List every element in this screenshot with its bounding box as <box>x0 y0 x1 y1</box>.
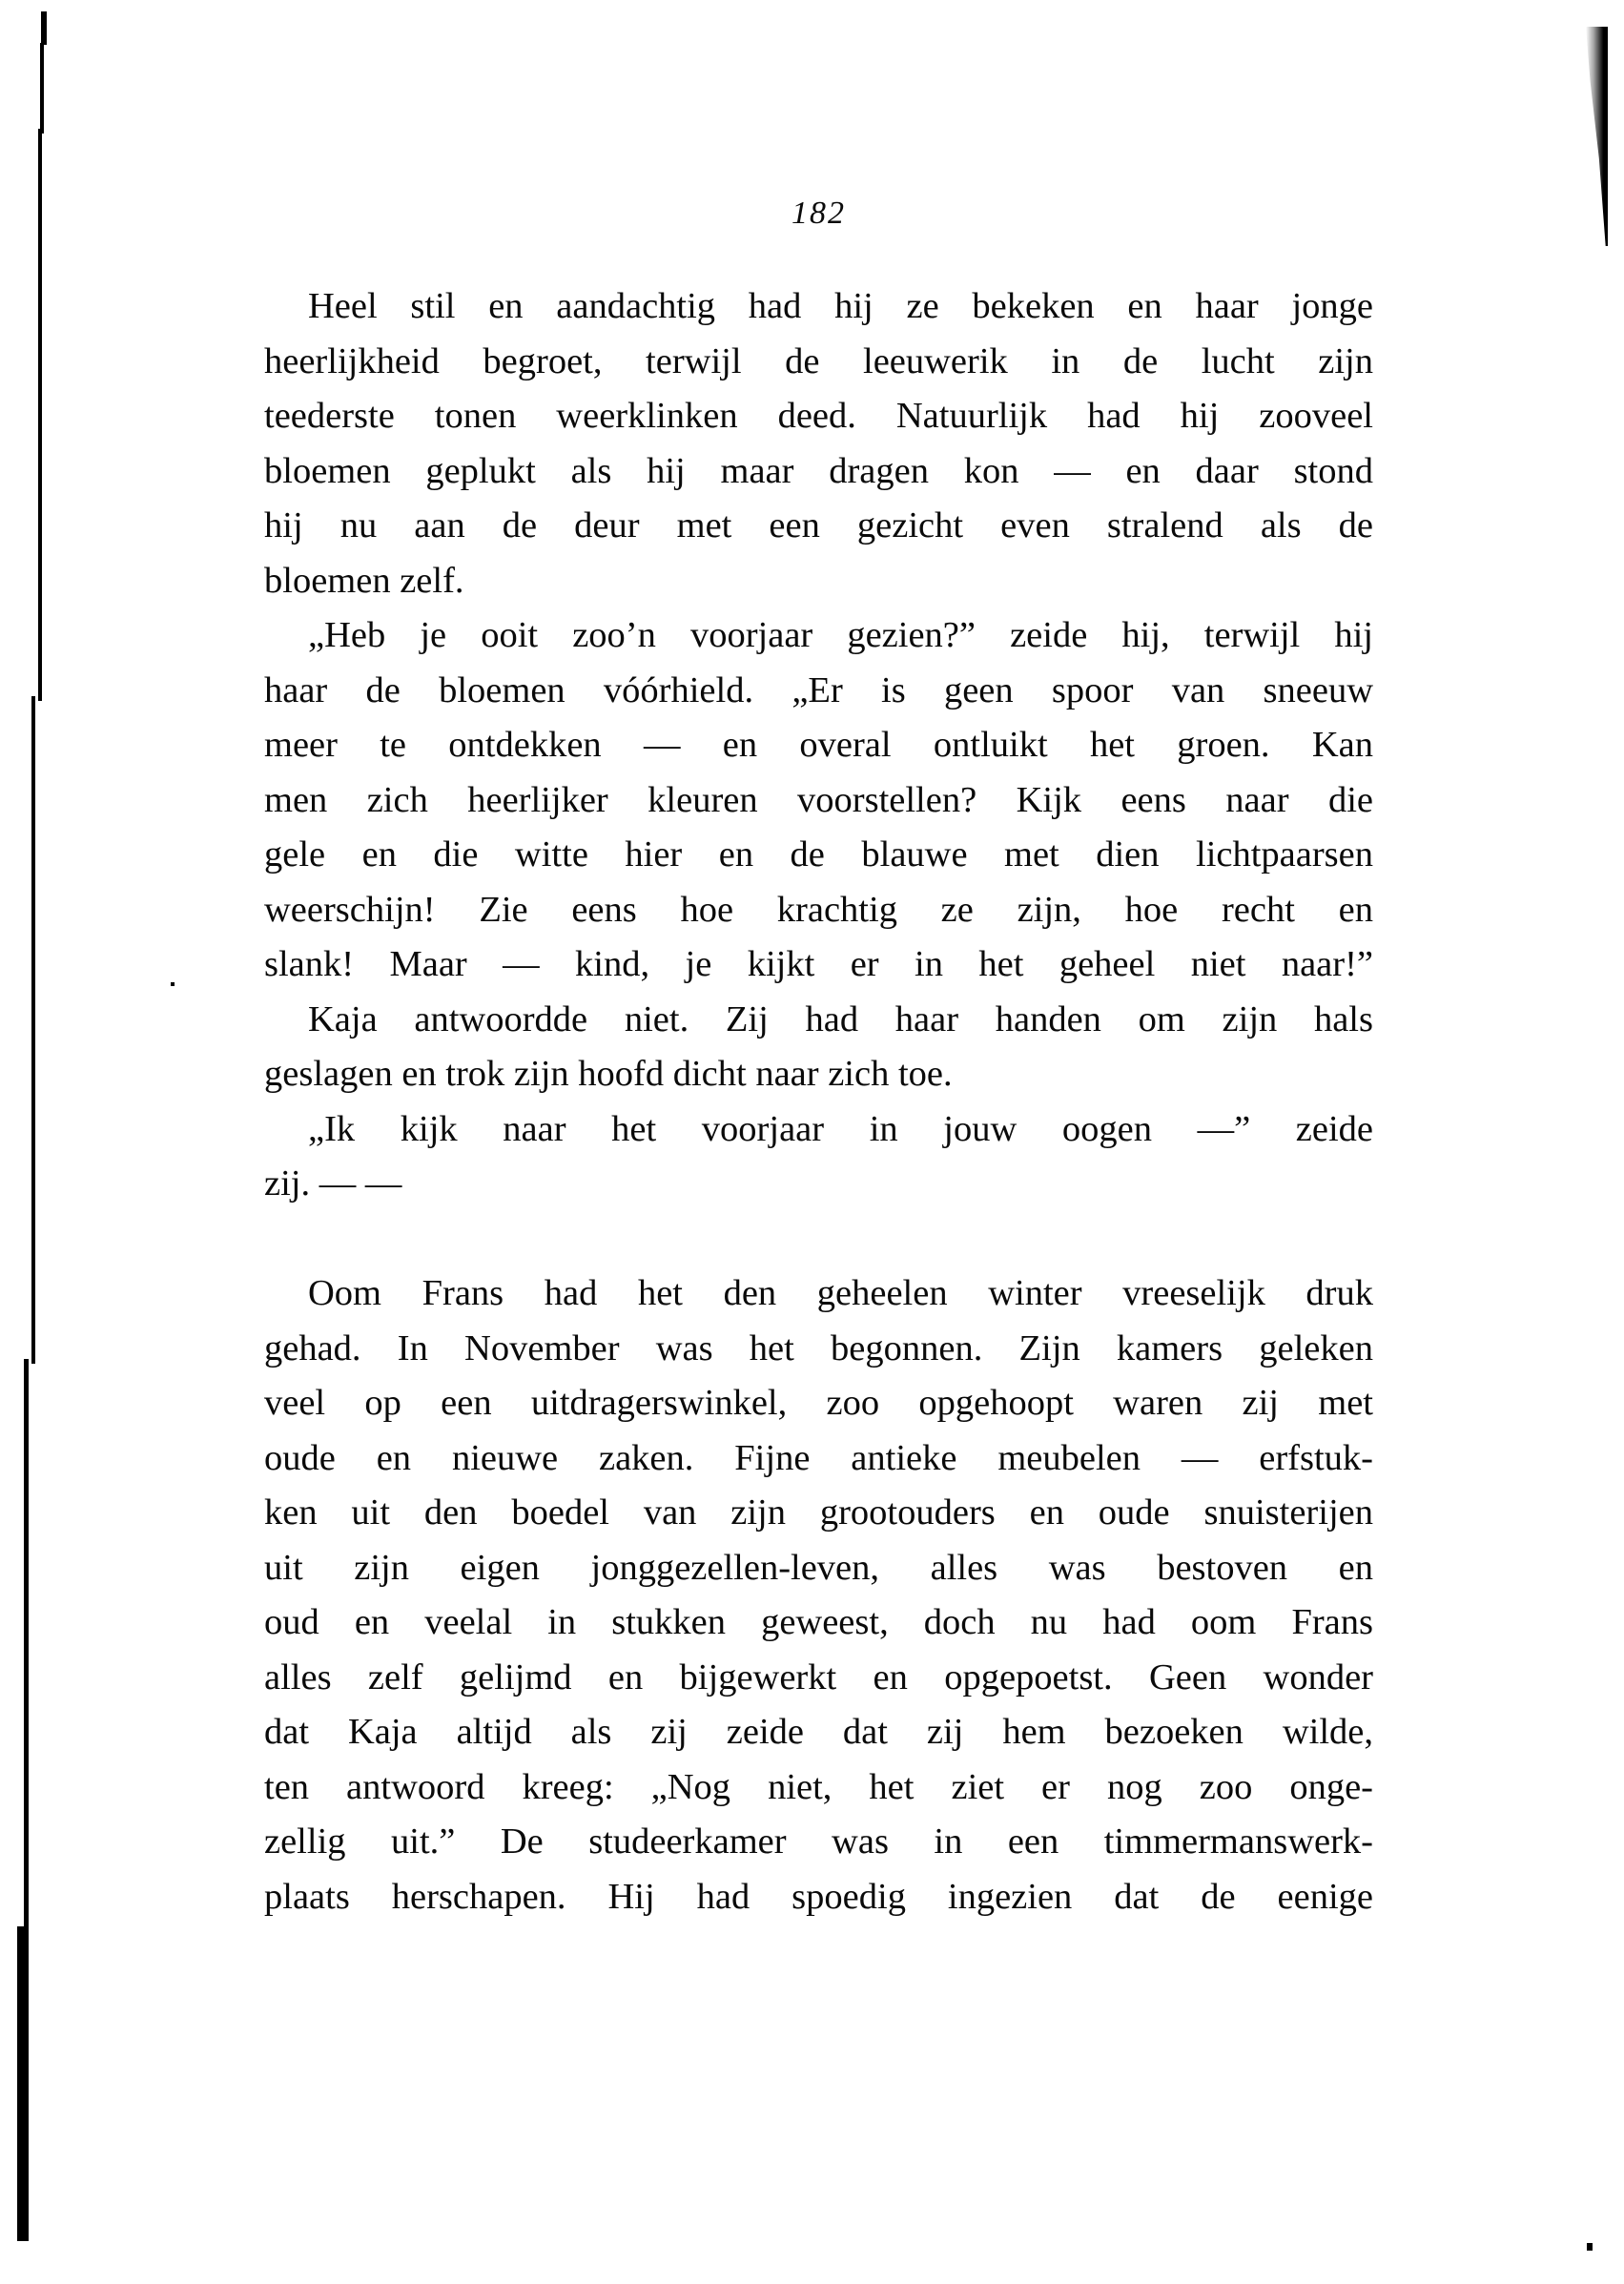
paragraph <box>264 279 1373 608</box>
text-line: geslagen en trok zijn hoofd dicht naar zich toe. <box>264 1054 953 1094</box>
text-line: oude en nieuwe zaken. Fijne antieke meubelen — erfstuk- <box>264 1437 1373 1478</box>
text-line: bloemen geplukt als hij maar dragen kon — en daar stond <box>264 450 1373 491</box>
scan-speck <box>171 982 175 986</box>
paragraph <box>264 608 1373 993</box>
text-line: zellig uit.” De studeerkamer was in een timmermanswerk- <box>264 1821 1373 1862</box>
page-number: 182 <box>791 195 846 231</box>
scan-edge-left <box>40 43 44 134</box>
section-1 <box>264 279 1373 1212</box>
text-line: heerlijkheid begroet, terwijl de leeuwerik in de lucht zijn <box>264 340 1373 381</box>
text-line: „Heb je ooit zoo’n voorjaar gezien?” zeide hij, terwijl hij <box>308 615 1373 655</box>
text-line: oud en veelal in stukken geweest, doch nu had oom Frans <box>264 1602 1373 1642</box>
text-line: zij. — — <box>264 1163 402 1204</box>
paragraph <box>264 1102 1373 1212</box>
text-line: meer te ontdekken — en overal ontluikt het groen. Kan <box>264 725 1373 765</box>
text-line: hij nu aan de deur met een gezicht even stralend als de <box>264 505 1373 545</box>
text-line: slank! Maar — kind, je kijkt er in het geheel niet naar!” <box>264 944 1373 984</box>
text-line: Heel stil en aandachtig had hij ze bekeken en haar jonge <box>308 286 1373 326</box>
text-line: dat Kaja altijd als zij zeide dat zij hem bezoeken wilde, <box>264 1712 1373 1752</box>
text-line: „Ik kijk naar het voorjaar in jouw oogen —” zeide <box>308 1108 1373 1149</box>
text-line: gehad. In November was het begonnen. Zijn kamers geleken <box>264 1327 1373 1368</box>
text-line: haar de bloemen vóórhield. „Er is geen spoor van sneeuw <box>264 669 1373 710</box>
page-body <box>264 279 1373 1924</box>
text-line: Oom Frans had het den geheelen winter vreeselijk druk <box>308 1273 1373 1313</box>
text-line: ten antwoord kreeg: „Nog niet, het ziet er nog zoo onge- <box>264 1766 1373 1807</box>
text-line: weerschijn! Zie eens hoe krachtig ze zijn, hoe recht en <box>264 889 1373 930</box>
section-break <box>264 1212 1373 1267</box>
paragraph <box>264 1266 1373 1924</box>
scan-edge-left <box>41 11 47 45</box>
text-line: bloemen zelf. <box>264 560 464 601</box>
scan-edge-left <box>17 1926 29 2241</box>
text-line: Kaja antwoordde niet. Zij had haar handen om zijn hals <box>308 998 1373 1039</box>
text-line: plaats herschapen. Hij had spoedig ingezien dat de eenige <box>264 1876 1373 1917</box>
scan-edge-left <box>24 1359 29 1931</box>
text-line: ken uit den boedel van zijn grootouders en oude snuisterijen <box>264 1492 1373 1533</box>
scan-edge-left <box>31 696 35 1364</box>
text-line: alles zelf gelijmd en bijgewerkt en opgepoetst. Geen wonder <box>264 1656 1373 1698</box>
section-2 <box>264 1266 1373 1924</box>
text-line: uit zijn eigen jonggezellen-leven, alles was bestoven en <box>264 1547 1373 1588</box>
text-line: teederste tonen weerklinken deed. Natuurlijk had hij zooveel <box>264 396 1373 436</box>
scan-speck <box>1587 2243 1593 2251</box>
text-line: gele en die witte hier en de blauwe met dien lichtpaarsen <box>264 834 1373 875</box>
text-line: men zich heerlijker kleuren voorstellen? Kijk eens naar die <box>264 779 1373 820</box>
paragraph <box>264 993 1373 1102</box>
text-line: veel op een uitdragerswinkel, zoo opgehoopt waren zij met <box>264 1383 1373 1423</box>
